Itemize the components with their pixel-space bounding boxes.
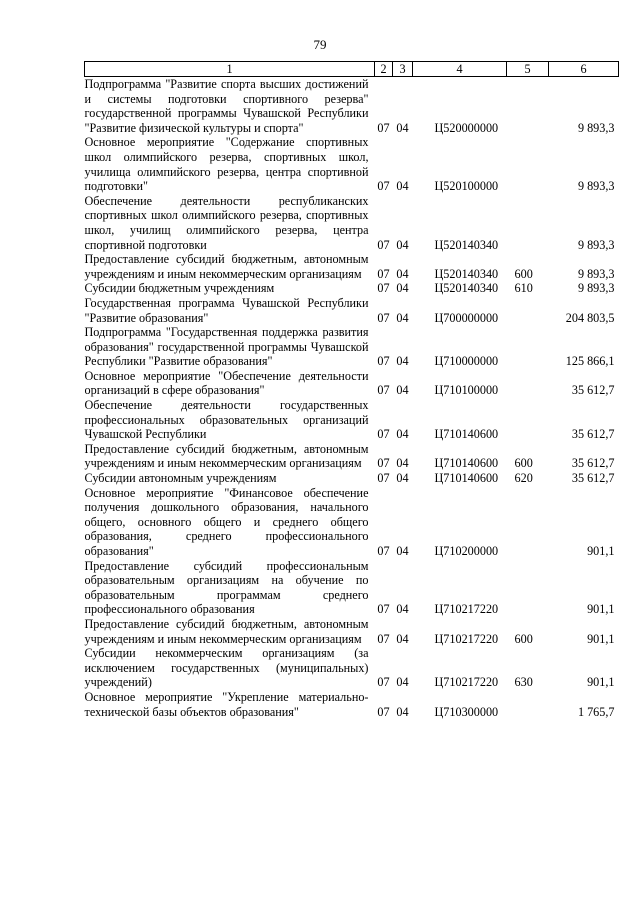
table-row: [85, 281, 619, 296]
row-section: 07: [377, 704, 390, 719]
row-expense-type: [507, 77, 549, 136]
row-target-article: Ц710300000: [434, 704, 499, 719]
table-row: [85, 369, 619, 398]
column-header-expense-type: 5: [507, 62, 549, 77]
row-subsection: 04: [396, 456, 409, 471]
table-row: [85, 252, 619, 281]
row-target-article: Ц520100000: [434, 179, 499, 194]
row-name: Предоставление субсидий бюджетным, автономным учреждениям и иным некоммерческим организациям: [84, 252, 369, 281]
row-target-article: Ц710140600: [434, 471, 499, 486]
row-amount: 204 803,5: [565, 310, 615, 325]
row-subsection: 04: [396, 179, 409, 194]
row-target-article: Ц700000000: [434, 310, 499, 325]
row-name: Предоставление субсидий бюджетным, автономным учреждениям и иным некоммерческим организациям: [84, 441, 369, 471]
row-amount: 9 893,3: [577, 237, 615, 252]
table-row: [85, 486, 619, 559]
row-expense-type: 620: [514, 471, 533, 486]
row-amount: 9 893,3: [577, 281, 615, 296]
row-target-article: Ц520140340: [434, 266, 499, 281]
row-expense-type: 610: [514, 281, 533, 296]
row-section: 07: [377, 310, 390, 325]
row-amount: 125 866,1: [565, 354, 615, 369]
page-number: 79: [313, 37, 327, 52]
row-target-article: Ц710217220: [434, 602, 499, 617]
row-expense-type: [507, 135, 549, 193]
row-expense-type: 630: [514, 675, 533, 690]
row-subsection: 04: [396, 602, 409, 617]
row-name: Государственная программа Чувашской Республики "Развитие образования": [84, 295, 369, 325]
row-section: 07: [377, 179, 390, 194]
row-subsection: 04: [396, 354, 409, 369]
row-name: Основное мероприятие "Обеспечение деятельности организаций в сфере образования": [84, 368, 369, 398]
row-section: 07: [377, 675, 390, 690]
row-section: 07: [377, 544, 390, 558]
table-header-row: [85, 62, 619, 77]
table-row: [85, 325, 619, 369]
row-expense-type: 600: [514, 456, 533, 471]
row-amount: 9 893,3: [577, 266, 615, 281]
column-header-amount: 6: [549, 62, 619, 77]
row-amount: 9 893,3: [577, 179, 615, 194]
column-header-subsection: 3: [393, 62, 413, 77]
row-target-article: Ц710000000: [434, 354, 499, 369]
column-header-section: 2: [375, 62, 393, 77]
row-amount: 35 612,7: [571, 383, 615, 398]
row-target-article: Ц710140600: [434, 456, 499, 471]
row-amount: 901,1: [587, 675, 615, 690]
row-section: 07: [377, 427, 390, 442]
column-header-target-article: 4: [413, 62, 507, 77]
row-expense-type: [507, 690, 549, 719]
row-amount: 1 765,7: [577, 704, 615, 719]
row-target-article: Ц710140600: [434, 427, 499, 442]
row-expense-type: [507, 296, 549, 325]
row-section: 07: [377, 383, 390, 398]
row-section: 07: [377, 354, 390, 369]
row-expense-type: [507, 398, 549, 442]
row-name: Субсидии некоммерческим организациям (за исключением государственных (муниципальных) учреждений): [84, 646, 369, 690]
table-row: [85, 559, 619, 617]
row-name: Предоставление субсидий профессиональным образовательным организациям на обучение по образовательным программам среднего профессионального образования: [84, 558, 369, 617]
row-name: Подпрограмма "Государственная поддержка развития образования" государственной программы Чувашской Республики "Развитие образования": [84, 325, 369, 369]
row-name: Подпрограмма "Развитие спорта высших достижений и системы подготовки спортивного резерва" государственной программы Чувашской Республики "Развитие физической культуры и спорта": [84, 77, 369, 135]
budget-table: [84, 61, 619, 719]
row-expense-type: [507, 325, 549, 369]
row-name: Субсидии автономным учреждениям: [84, 471, 277, 486]
row-subsection: 04: [396, 120, 409, 135]
row-name: Основное мероприятие "Содержание спортивных школ олимпийского резерва, спортивных школ, училища олимпийского резерва, центра спортивной подготовки": [84, 135, 369, 194]
row-name: Основное мероприятие "Укрепление материально-технической базы объектов образования": [84, 689, 369, 719]
row-section: 07: [377, 602, 390, 617]
table-row: [85, 442, 619, 471]
row-expense-type: [507, 559, 549, 617]
row-amount: 35 612,7: [571, 471, 615, 486]
row-section: 07: [377, 281, 390, 296]
row-amount: 9 893,3: [577, 120, 615, 135]
row-name: Основное мероприятие "Финансовое обеспечение получения дошкольного образования, начального общего, основного общего и среднего общего образования, среднего профессионального образования": [84, 485, 369, 558]
row-target-article: Ц710217220: [434, 631, 499, 646]
row-name: Обеспечение деятельности республиканских спортивных школ олимпийского резерва, спортивных школ, училищ олимпийского резерва, центра спортивной подготовки: [84, 193, 369, 252]
row-expense-type: [507, 194, 549, 252]
row-amount: 901,1: [587, 544, 615, 558]
table-row: [85, 77, 619, 136]
row-target-article: Ц520140340: [434, 281, 499, 296]
row-target-article: Ц710100000: [434, 383, 499, 398]
table-row: [85, 690, 619, 719]
table-row: [85, 194, 619, 252]
row-subsection: 04: [396, 427, 409, 442]
table-row: [85, 296, 619, 325]
row-name: Предоставление субсидий бюджетным, автономным учреждениям и иным некоммерческим организациям: [84, 616, 369, 646]
row-section: 07: [377, 471, 390, 486]
row-subsection: 04: [396, 383, 409, 398]
row-subsection: 04: [396, 631, 409, 646]
row-amount: 901,1: [587, 602, 615, 617]
row-expense-type: [507, 486, 549, 559]
row-expense-type: [507, 369, 549, 398]
table-row: [85, 646, 619, 690]
table-row: [85, 398, 619, 442]
row-amount: 35 612,7: [571, 427, 615, 442]
table-row: [85, 471, 619, 486]
row-expense-type: 600: [514, 266, 533, 281]
row-subsection: 04: [396, 471, 409, 486]
row-subsection: 04: [396, 281, 409, 296]
row-expense-type: 600: [514, 631, 533, 646]
row-target-article: Ц710217220: [434, 675, 499, 690]
row-section: 07: [377, 266, 390, 281]
row-subsection: 04: [396, 544, 409, 558]
row-section: 07: [377, 120, 390, 135]
row-subsection: 04: [396, 675, 409, 690]
row-amount: 901,1: [587, 631, 615, 646]
row-name: Субсидии бюджетным учреждениям: [84, 281, 275, 296]
row-name: Обеспечение деятельности государственных профессиональных образовательных организаций Чувашской Республики: [84, 398, 369, 442]
row-section: 07: [377, 631, 390, 646]
row-section: 07: [377, 456, 390, 471]
row-amount: 35 612,7: [571, 456, 615, 471]
row-subsection: 04: [396, 704, 409, 719]
row-target-article: Ц520140340: [434, 237, 499, 252]
row-subsection: 04: [396, 310, 409, 325]
column-header-name: 1: [85, 62, 375, 77]
row-subsection: 04: [396, 237, 409, 252]
row-subsection: 04: [396, 266, 409, 281]
row-target-article: Ц710200000: [434, 544, 499, 558]
row-target-article: Ц520000000: [434, 120, 499, 135]
table-row: [85, 135, 619, 193]
row-section: 07: [377, 237, 390, 252]
table-row: [85, 617, 619, 646]
